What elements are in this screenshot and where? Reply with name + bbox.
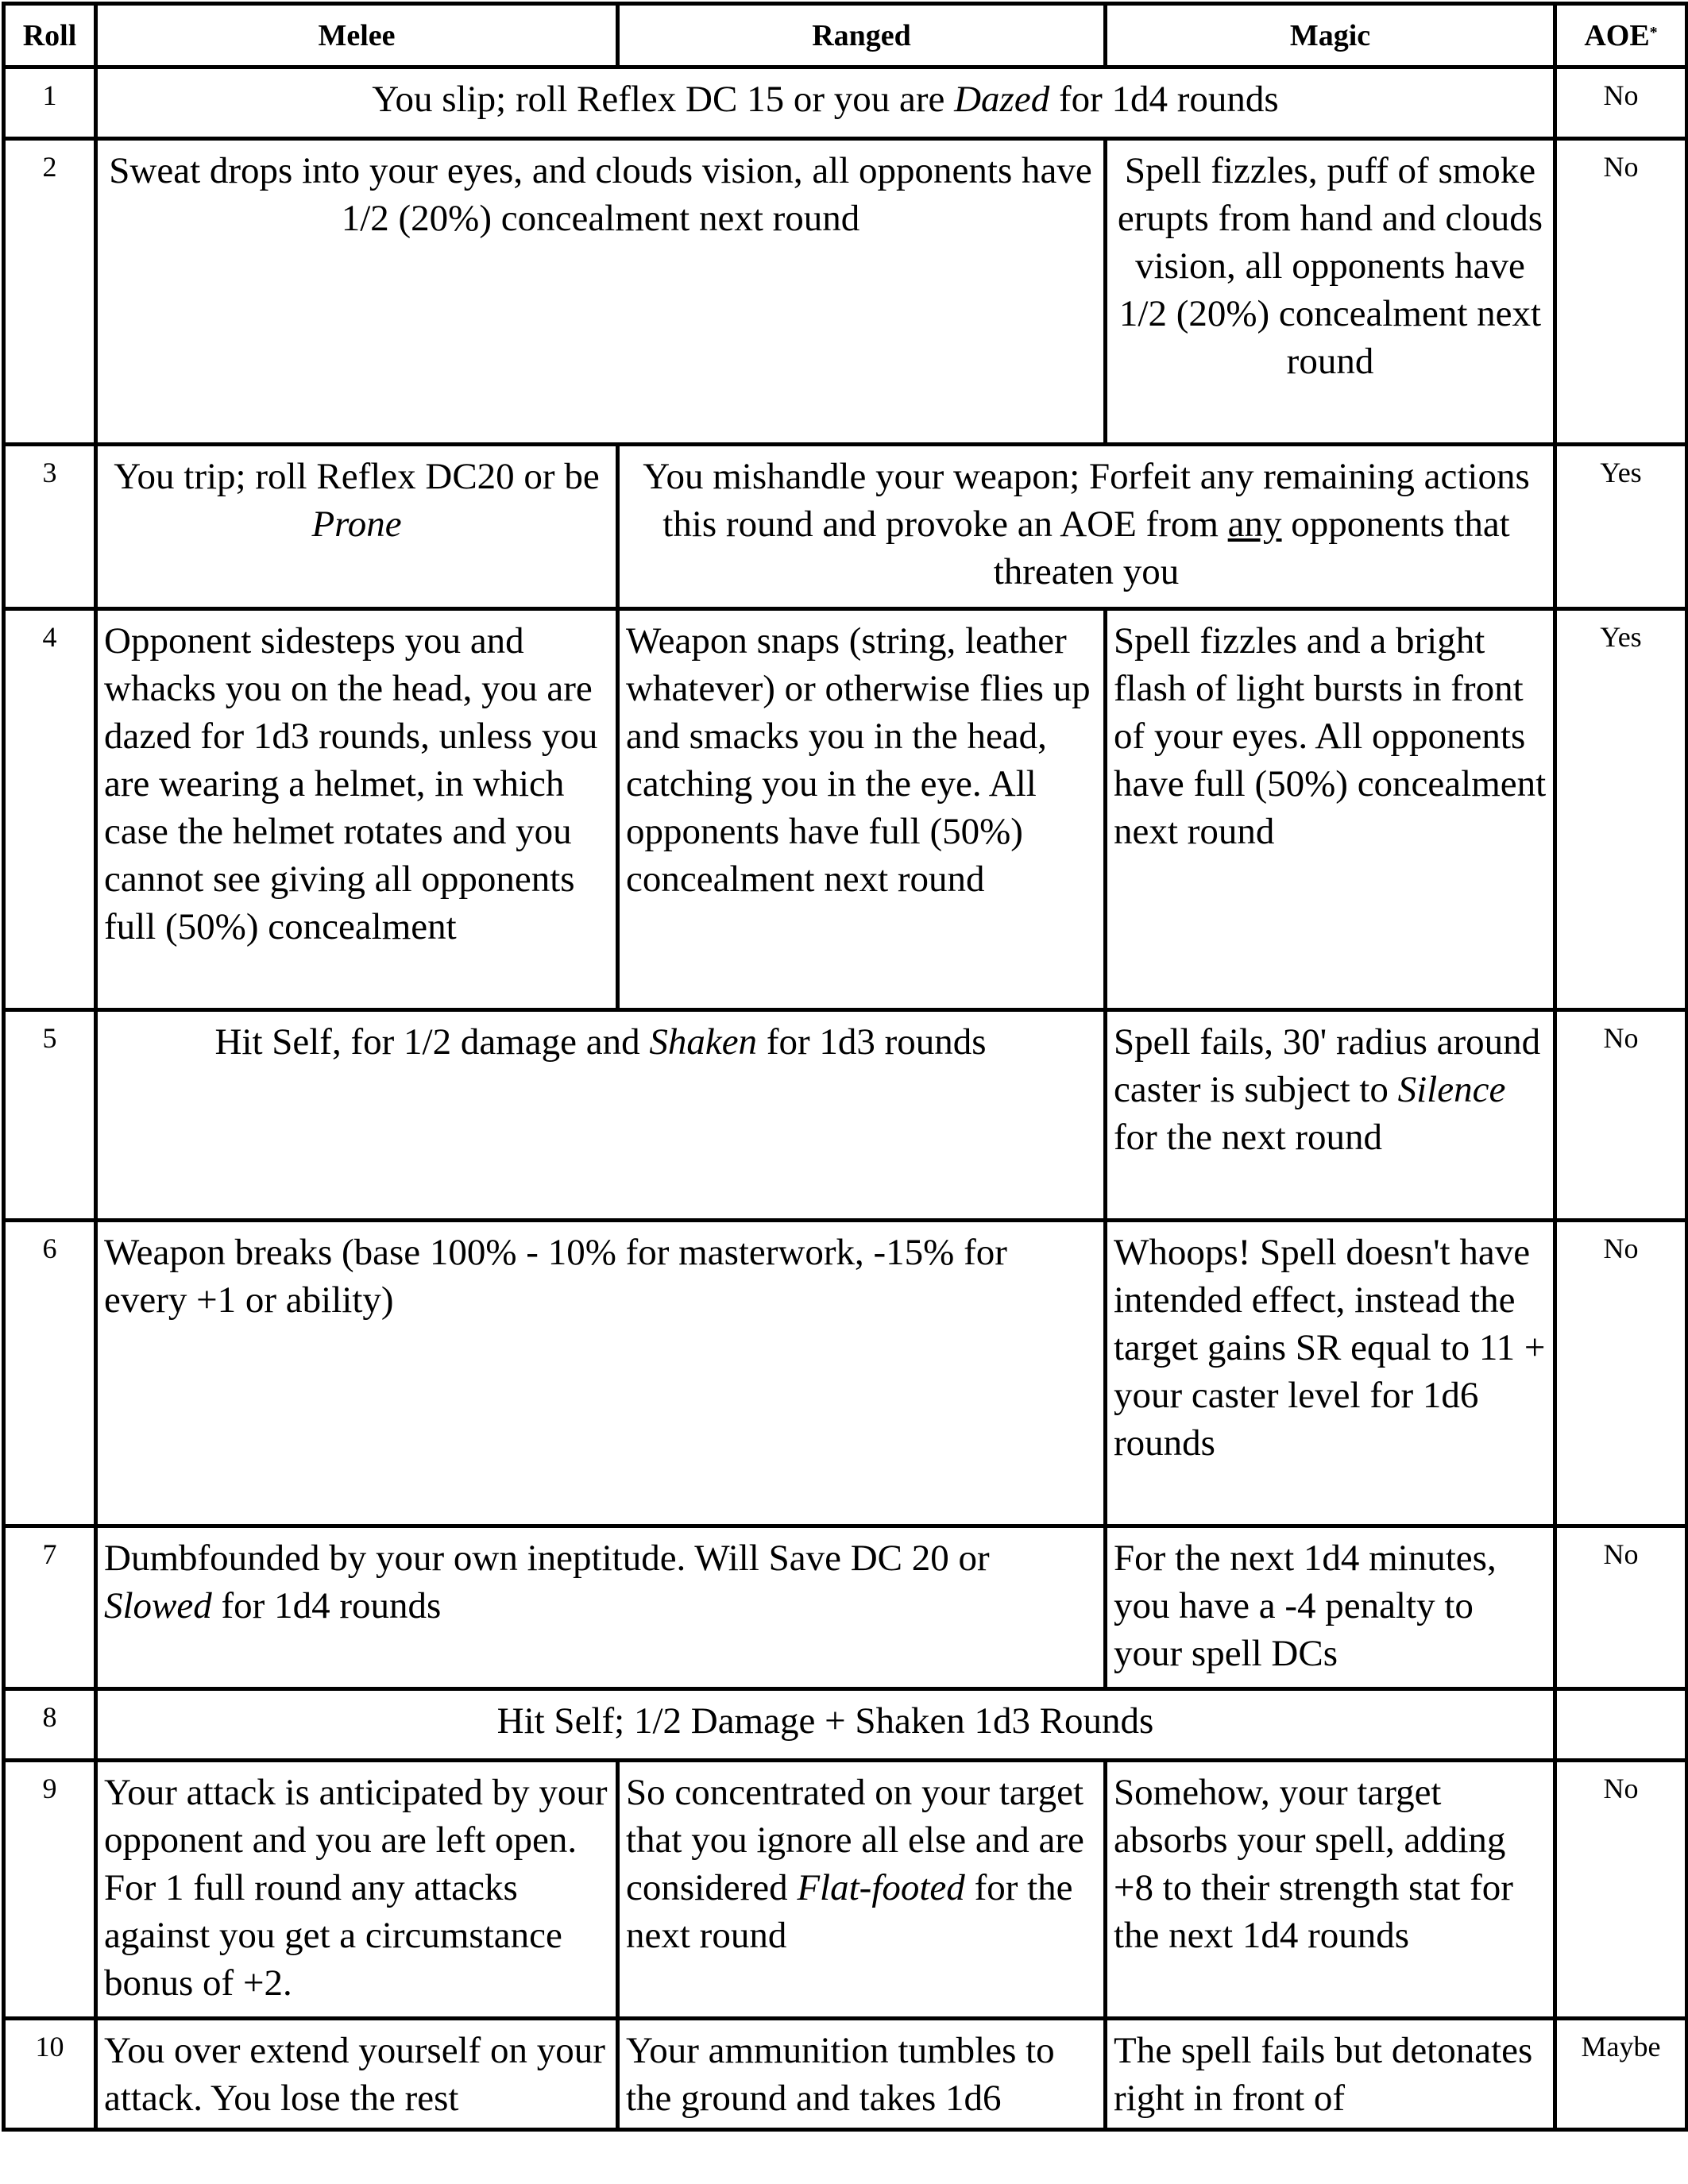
header-aoe	[1555, 4, 1687, 68]
magic-cell: Somehow, your target absorbs your spell, adding +8 to their strength stat for the next 1d4 rounds	[1106, 1761, 1555, 2019]
cell-text: opponents that threaten you	[993, 504, 1510, 592]
cell-text: So concentrated on your target that you ignore all else and are considered	[626, 1772, 1084, 1908]
aoe-cell	[1555, 1689, 1687, 1761]
magic-cell: Spell fizzles and a bright flash of light bursts in front of your eyes. All opponents have full (50%) concealment next round	[1106, 609, 1555, 1010]
cell-text: You slip; roll Reflex DC 15 or you are	[372, 79, 955, 120]
aoe-cell: No	[1555, 1761, 1687, 2019]
header-melee: Melee	[96, 4, 618, 68]
melee-cell: You over extend yourself on your attack. You lose the rest	[96, 2019, 618, 2130]
cell-text: Spell fails, 30' radius around caster is subject to	[1114, 1021, 1541, 1110]
header-ranged: Ranged	[618, 4, 1106, 68]
header-row	[4, 4, 1687, 68]
cell-text: for the next round	[626, 1867, 1073, 1956]
all-columns-cell	[96, 68, 1555, 139]
roll-cell: 7	[4, 1526, 96, 1689]
roll-cell: 2	[4, 139, 96, 445]
header-magic: Magic	[1106, 4, 1555, 68]
cell-text: for the next round	[1114, 1117, 1383, 1158]
ranged-cell: Weapon snaps (string, leather whatever) or otherwise flies up and smacks you in the head, catching you in the eye. All opponents have full (50%) concealment next round	[618, 609, 1106, 1010]
magic-cell: For the next 1d4 minutes, you have a -4 penalty to your spell DCs	[1106, 1526, 1555, 1689]
cell-emphasis: Silence	[1397, 1069, 1506, 1110]
cell-text: for 1d3 rounds	[757, 1021, 987, 1063]
magic-cell	[1106, 1010, 1555, 1221]
melee-ranged-cell	[96, 1526, 1106, 1689]
cell-emphasis: Dazed	[954, 79, 1050, 120]
table-row-4	[4, 609, 1687, 1010]
header-roll: Roll	[4, 4, 96, 68]
table-row-5	[4, 1010, 1687, 1221]
aoe-cell: No	[1555, 1526, 1687, 1689]
roll-cell: 8	[4, 1689, 96, 1761]
ranged-cell	[618, 1761, 1106, 2019]
roll-cell: 9	[4, 1761, 96, 2019]
aoe-cell: No	[1555, 1010, 1687, 1221]
header-aoe-label: AOE	[1584, 18, 1650, 52]
roll-cell: 4	[4, 609, 96, 1010]
table-row-9	[4, 1761, 1687, 2019]
fumble-table	[2, 2, 1688, 2132]
cell-emphasis: Slowed	[104, 1585, 212, 1626]
table-row-8	[4, 1689, 1687, 1761]
cell-text: for 1d4 rounds	[211, 1585, 442, 1626]
cell-text: for 1d4 rounds	[1049, 79, 1279, 120]
cell-underline: any	[1227, 504, 1282, 545]
melee-ranged-cell: Sweat drops into your eyes, and clouds vision, all opponents have 1/2 (20%) concealment next round	[96, 139, 1106, 445]
magic-cell: Whoops! Spell doesn't have intended effect, instead the target gains SR equal to 11 + your caster level for 1d6 rounds	[1106, 1221, 1555, 1526]
cell-text: Hit Self, for 1/2 damage and	[214, 1021, 650, 1063]
all-columns-cell: Hit Self; 1/2 Damage + Shaken 1d3 Rounds	[96, 1689, 1555, 1761]
roll-cell: 10	[4, 2019, 96, 2130]
roll-cell: 6	[4, 1221, 96, 1526]
roll-cell: 3	[4, 445, 96, 609]
table-row-7	[4, 1526, 1687, 1689]
magic-cell: The spell fails but detonates right in front of	[1106, 2019, 1555, 2130]
magic-cell: Spell fizzles, puff of smoke erupts from hand and clouds vision, all opponents have 1/2 (20%) concealment next round	[1106, 139, 1555, 445]
melee-ranged-cell: Weapon breaks (base 100% - 10% for masterwork, -15% for every +1 or ability)	[96, 1221, 1106, 1526]
roll-cell: 5	[4, 1010, 96, 1221]
cell-emphasis: Shaken	[649, 1021, 758, 1063]
table-row-2	[4, 139, 1687, 445]
ranged-cell: Your ammunition tumbles to the ground and takes 1d6	[618, 2019, 1106, 2130]
table-row-3	[4, 445, 1687, 609]
aoe-cell: Yes	[1555, 445, 1687, 609]
cell-emphasis: Flat-footed	[797, 1867, 965, 1908]
cell-emphasis: Prone	[311, 504, 402, 545]
cell-text: You trip; roll Reflex DC20 or be	[114, 456, 600, 497]
aoe-cell: No	[1555, 68, 1687, 139]
ranged-magic-cell	[618, 445, 1555, 609]
table-row-1	[4, 68, 1687, 139]
aoe-cell: No	[1555, 1221, 1687, 1526]
melee-cell	[96, 445, 618, 609]
aoe-cell: Maybe	[1555, 2019, 1687, 2130]
table-row-6	[4, 1221, 1687, 1526]
roll-cell: 1	[4, 68, 96, 139]
aoe-cell: Yes	[1555, 609, 1687, 1010]
cell-text: You mishandle your weapon; Forfeit any remaining actions this round and provoke an AOE from	[643, 456, 1530, 545]
aoe-cell: No	[1555, 139, 1687, 445]
melee-ranged-cell	[96, 1010, 1106, 1221]
melee-cell: Your attack is anticipated by your opponent and you are left open. For 1 full round any attacks against you get a circumstance bonus of +2.	[96, 1761, 618, 2019]
table-row-10	[4, 2019, 1687, 2130]
header-aoe-footnote-mark: *	[1649, 23, 1658, 41]
cell-text: Dumbfounded by your own ineptitude. Will Save DC 20 or	[104, 1538, 990, 1579]
melee-cell: Opponent sidesteps you and whacks you on the head, you are dazed for 1d3 rounds, unless you are wearing a helmet, in which case the helmet rotates and you cannot see giving all opponents full (50%) concealment	[96, 609, 618, 1010]
